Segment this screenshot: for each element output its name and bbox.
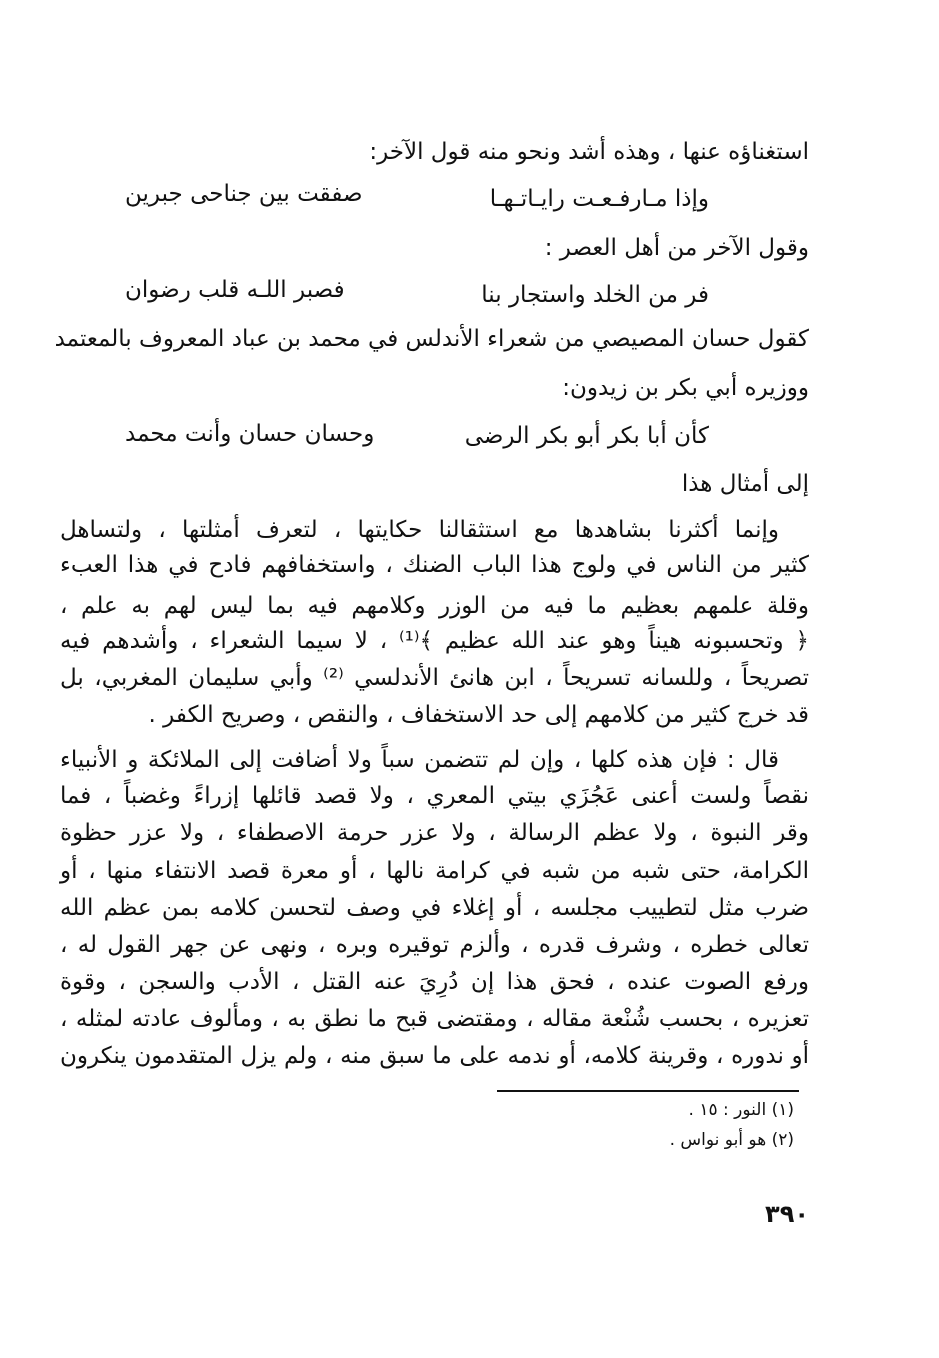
footnote: (١) النور : ١٥ . (688, 1100, 794, 1120)
paragraph-line: قال : فإن هذه كلها ، وإن لم تتضمن سباً ولا أضافت إلى الملائكة و الأنبياء (60, 747, 779, 773)
page-number: ٣٩٠ (765, 1200, 809, 1228)
paragraph-line: تعالى خطره ، وشرف قدره ، وألزم توقيره وبره ، ونهى عن جهر القول له ، (60, 932, 809, 958)
paragraph-line: نقصاً ولست أعنى عَجُزَي بيتي المعري ، ولا قصد قائلها إزراءً وغضباً ، فما (60, 783, 809, 809)
text-line: استغناؤه عنها ، وهذه أشد ونحو منه قول الآخر: (369, 139, 809, 165)
text-line: وقول الآخر من أهل العصر : (544, 235, 809, 261)
footnote: (٢) هو أبو نواس . (669, 1130, 794, 1150)
paragraph-line: ضرب مثل لتطييب مجلسه ، أو إغلاء في وصف لتحسن كلامه بمن عظم الله (60, 895, 809, 921)
paragraph-line: ورفع الصوت عنده ، فحق هذا إن دُرِيَ عنه القتل ، الأدب والسجن ، وقوة (60, 969, 809, 995)
paragraph-line: تعزيره ، بحسب شُنْعة مقاله ، ومقتضى قبح ما نطق به ، ومألوف عادته لمثله ، (60, 1006, 809, 1032)
paragraph-line: أو ندوره ، وقرينة كلامه، أو ندمه على ما سبق منه ، ولم يزل المتقدمون ينكرون (60, 1043, 809, 1069)
verse-hemistich-left: فصبر اللـه قلب رضوان (125, 277, 345, 303)
footnote-divider (497, 1090, 799, 1092)
text-line: كقول حسان المصيصي من شعراء الأندلس في محمد بن عباد المعروف بالمعتمد (54, 326, 809, 352)
verse-hemistich-right: فر من الخلد واستجار بنا (481, 282, 709, 308)
verse-hemistich-left: صفقت بين جناحى جبرين (125, 181, 363, 207)
text-line: إلى أمثال هذا (681, 471, 809, 497)
paragraph-line: كثير من الناس في ولوج هذا الباب الضنك ، واستخفافهم فادح في هذا العبء (60, 552, 809, 578)
paragraph-line: الكرامة، حتى شبه من شبه في كرامة نالها ، أو معرة قصد الانتفاء منها ، أو (60, 858, 809, 884)
paragraph-line: قد خرج كثير من كلامهم إلى حد الاستخفاف ، والنقص ، وصريح الكفر . (148, 702, 809, 728)
paragraph-line: وقر النبوة ، ولا عظم الرسالة ، ولا عزر حرمة الاصطفاء ، ولا عزر حظوة (60, 820, 809, 846)
paragraph-line: وإنما أكثرنا بشاهدها مع استثقالنا حكايتها ، لتعرف أمثلتها ، ولتساهل (60, 517, 779, 543)
verse-hemistich-right: كأن أبا بكر أبو بكر الرضى (464, 423, 709, 449)
paragraph-line: تصريحاً ، وللسانه تسريحاً ، ابن هانئ الأندلسي ⁽²⁾ وأبي سليمان المغربي، بل (60, 665, 809, 691)
verse-hemistich-right: وإذا مـارفـعـت رايـاتـهـا (489, 186, 709, 212)
paragraph-line: وقلة علمهم بعظيم ما فيه من الوزر وكلامهم فيه بما ليس لهم به علم ، (60, 593, 809, 619)
verse-hemistich-left: وحسان حسان وأنت محمد (125, 421, 375, 447)
paragraph-line: ﴿ وتحسبونه هيناً وهو عند الله عظيم ﴾⁽¹⁾ ، لا سيما الشعراء ، وأشدهم فيه (60, 628, 809, 654)
text-line: ووزيره أبي بكر بن زيدون: (562, 375, 809, 401)
